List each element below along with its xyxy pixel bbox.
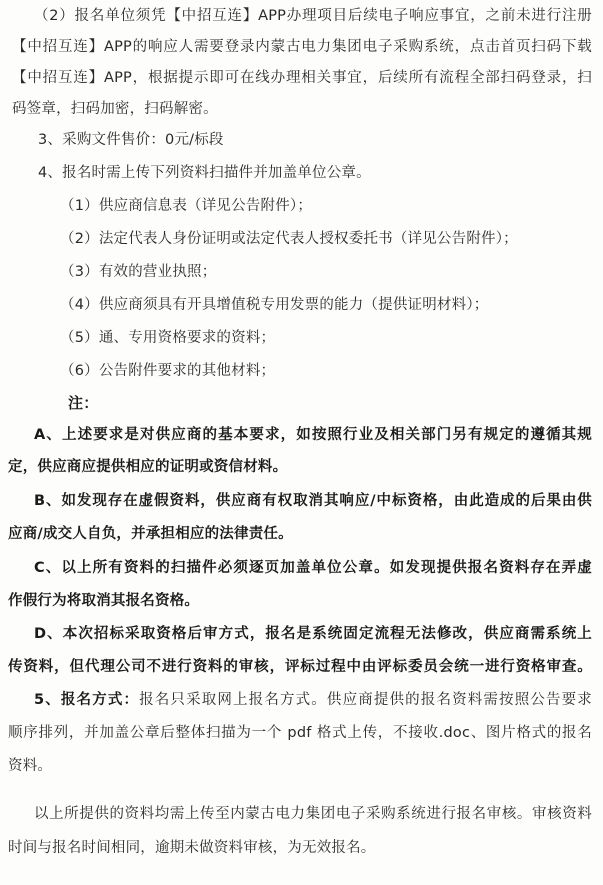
item5-line-2: 顺序排列，并加盖公章后整体扫描为一个 pdf 格式上传，不接收.doc、图片格式的报名 <box>8 725 592 741</box>
item5-line-1 <box>8 690 592 710</box>
item3-price: 3、采购文件售价：0元/标段 <box>38 132 224 148</box>
material-1: （1）供应商信息表（详见公告附件）； <box>60 198 313 214</box>
p2-line-2: 【中招互连】APP的响应人需要登录内蒙古电力集团电子采购系统，点击首页扫码下载 <box>12 39 592 55</box>
material-5: （5）通、专用资格要求的资料； <box>60 330 276 346</box>
item5-line-3: 资料。 <box>8 758 53 774</box>
noteD-line-1: D、本次招标采取资格后审方式，报名是系统固定流程无法修改，供应商需系统上 <box>34 626 592 642</box>
item4-upload: 4、报名时需上传下列资料扫描件并加盖单位公章。 <box>38 165 371 181</box>
item5-first: 报名只采取网上报名方式。供应商提供的报名资料需按照公告要求 <box>139 692 592 708</box>
p2-line-4: 码签章，扫码加密，扫码解密。 <box>12 101 218 117</box>
item5-label: 5、报名方式： <box>34 692 140 708</box>
closing-line-2: 时间与报名时间相同，逾期未做资料审核，为无效报名。 <box>8 840 376 856</box>
material-4: （4）供应商须具有开具增值税专用发票的能力（提供证明材料）； <box>60 297 489 313</box>
note-title: 注： <box>68 394 99 412</box>
noteA-line-1: A、上述要求是对供应商的基本要求，如按照行业及相关部门另有规定的遵循其规 <box>34 427 592 443</box>
material-3: （3）有效的营业执照； <box>60 264 217 280</box>
noteB-line-2: 应商/成交人自负，并承担相应的法律责任。 <box>8 526 293 542</box>
noteB-line-1: B、如发现存在虚假资料，供应商有权取消其响应/中标资格，由此造成的后果由供 <box>34 493 592 509</box>
material-6: （6）公告附件要求的其他材料； <box>60 363 276 379</box>
noteC-line-2: 作假行为将取消其报名资格。 <box>8 593 200 609</box>
noteA-line-2: 定，供应商应提供相应的证明或资信材料。 <box>8 459 288 475</box>
p2-line-1: （2）报名单位须凭【中招互连】APP办理项目后续电子响应事宜，之前未进行注册 <box>34 8 592 24</box>
noteC-line-1: C、以上所有资料的扫描件必须逐页加盖单位公章。如发现提供报名资料存在弄虚 <box>34 560 592 576</box>
closing-line-1: 以上所提供的资料均需上传至内蒙古电力集团电子采购系统进行报名审核。审核资料 <box>34 806 592 822</box>
p2-line-3: 【中招互连】APP，根据提示即可在线办理相关事宜，后续所有流程全部扫码登录，扫 <box>12 70 592 86</box>
noteD-line-2: 传资料，但代理公司不进行资料的审核，评标过程中由评标委员会统一进行资格审查。 <box>8 659 592 675</box>
material-2: （2）法定代表人身份证明或法定代表人授权委托书（详见公告附件）； <box>60 231 518 247</box>
